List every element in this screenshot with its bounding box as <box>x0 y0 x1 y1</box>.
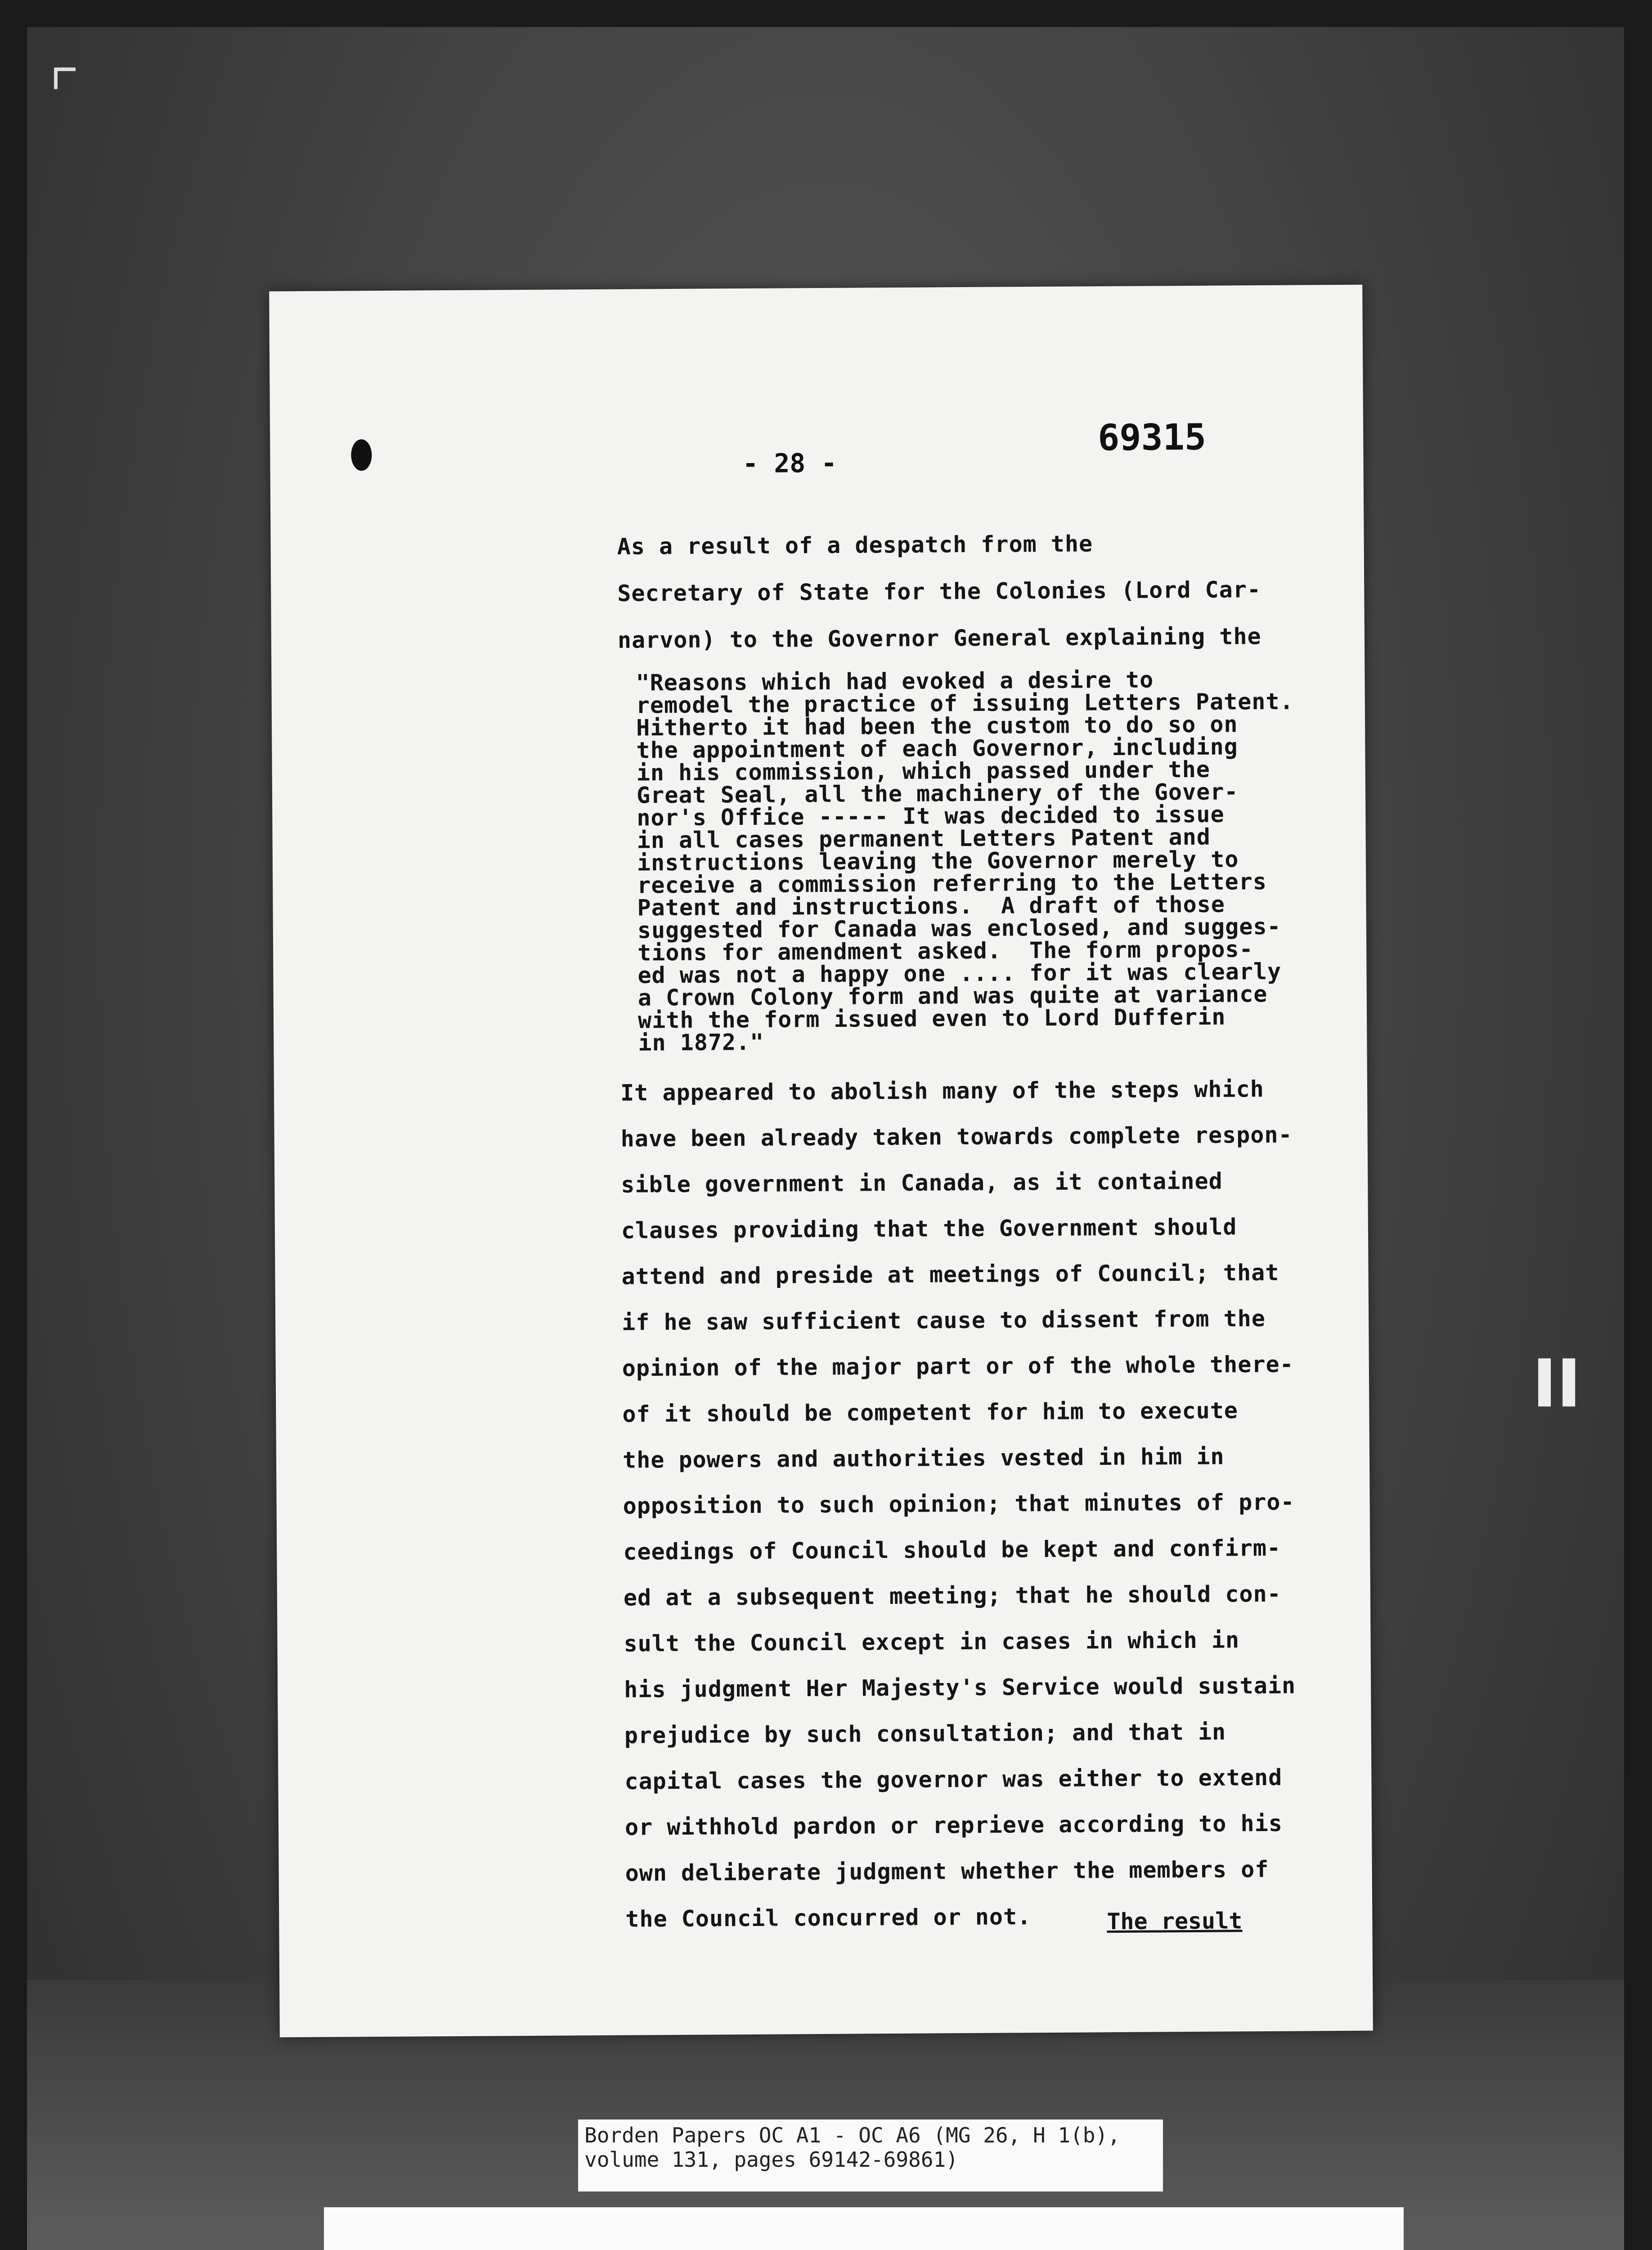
document-page <box>269 285 1373 2038</box>
text-line: if he saw sufficient cause to dissent from the <box>622 1305 1266 1336</box>
text-line: nor's Office ----- It was decided to issue <box>637 801 1225 831</box>
text-line: prejudice by such consultation; and that in <box>624 1719 1226 1749</box>
text-line: the powers and authorities vested in him in <box>622 1443 1225 1473</box>
text-line: in all cases permanent Letters Patent and <box>637 824 1211 854</box>
text-line: instructions leaving the Governor merely to <box>637 846 1239 876</box>
document-number: 69315 <box>1097 416 1207 459</box>
text-line: Patent and instructions. A draft of those <box>637 891 1226 921</box>
frame-corner-mark <box>54 68 76 89</box>
quoted-passage <box>636 668 1296 1054</box>
text-line: It appeared to abolish many of the steps which <box>620 1076 1264 1106</box>
text-line: a Crown Colony form and was quite at variance <box>637 981 1268 1011</box>
text-line: sult the Council except in cases in which in <box>624 1627 1240 1657</box>
catchword: The result <box>1107 1908 1243 1935</box>
text-line: the Council concurred or not. <box>625 1904 1032 1932</box>
text-line: receive a commission referring to the Letters <box>637 868 1267 899</box>
text-line: opinion of the major part or of the whole there- <box>622 1351 1294 1382</box>
text-line: opposition to such opinion; that minutes of pro- <box>623 1489 1295 1519</box>
text-line: the appointment of each Governor, including <box>636 734 1238 764</box>
archive-reference-label: Borden Papers OC A1 - OC A6 (MG 26, H 1(b), volume 131, pages 69142-69861) <box>578 2120 1163 2192</box>
text-line: attend and preside at meetings of Council; that <box>621 1259 1279 1290</box>
punch-hole <box>351 439 372 471</box>
text-line: remodel the practice of issuing Letters Patent. <box>636 688 1294 719</box>
text-line: "Reasons which had evoked a desire to <box>636 666 1154 696</box>
text-line: sible government in Canada, as it contained <box>621 1168 1223 1198</box>
text-line: As a result of a despatch from the <box>617 531 1093 560</box>
intro-paragraph <box>617 519 1261 664</box>
text-line: ed was not a happy one .... for it was clearly <box>637 958 1282 989</box>
text-line: ceedings of Council should be kept and confirm- <box>623 1534 1281 1565</box>
text-line: own deliberate judgment whether the members of <box>625 1856 1269 1886</box>
text-line: clauses providing that the Government should <box>621 1214 1237 1244</box>
archives-card <box>324 2207 1404 2250</box>
text-line: ed at a subsequent meeting; that he should con- <box>623 1580 1281 1611</box>
text-line: or withhold pardon or reprieve according to his <box>624 1810 1283 1840</box>
text-line: his judgment Her Majesty's Service would sustain <box>624 1672 1296 1703</box>
frame-edge-mark: ▌▌ <box>1539 1359 1588 1406</box>
page-number: - 28 - <box>742 447 837 479</box>
text-line: Great Seal, all the machinery of the Gover- <box>636 778 1239 809</box>
text-line: with the form issued even to Lord Dufferin <box>637 1004 1226 1034</box>
text-line: Hitherto it had been the custom to do so on <box>636 711 1238 741</box>
text-line: of it should be competent for him to execute <box>622 1397 1239 1427</box>
text-line: Secretary of State for the Colonies (Lord Car- <box>617 576 1261 607</box>
text-line: in his commission, which passed under the <box>636 756 1211 786</box>
text-line: capital cases the governor was either to extend <box>624 1764 1283 1795</box>
text-line: in 1872." <box>638 1029 764 1056</box>
text-line: suggested for Canada was enclosed, and sugges- <box>637 913 1281 944</box>
text-line: have been already taken towards complete respon- <box>620 1121 1293 1152</box>
text-line: narvon) to the Governor General explaining the <box>617 623 1261 653</box>
text-line: tions for amendment asked. The form propos- <box>637 936 1253 966</box>
body-paragraph <box>620 1066 1297 1942</box>
